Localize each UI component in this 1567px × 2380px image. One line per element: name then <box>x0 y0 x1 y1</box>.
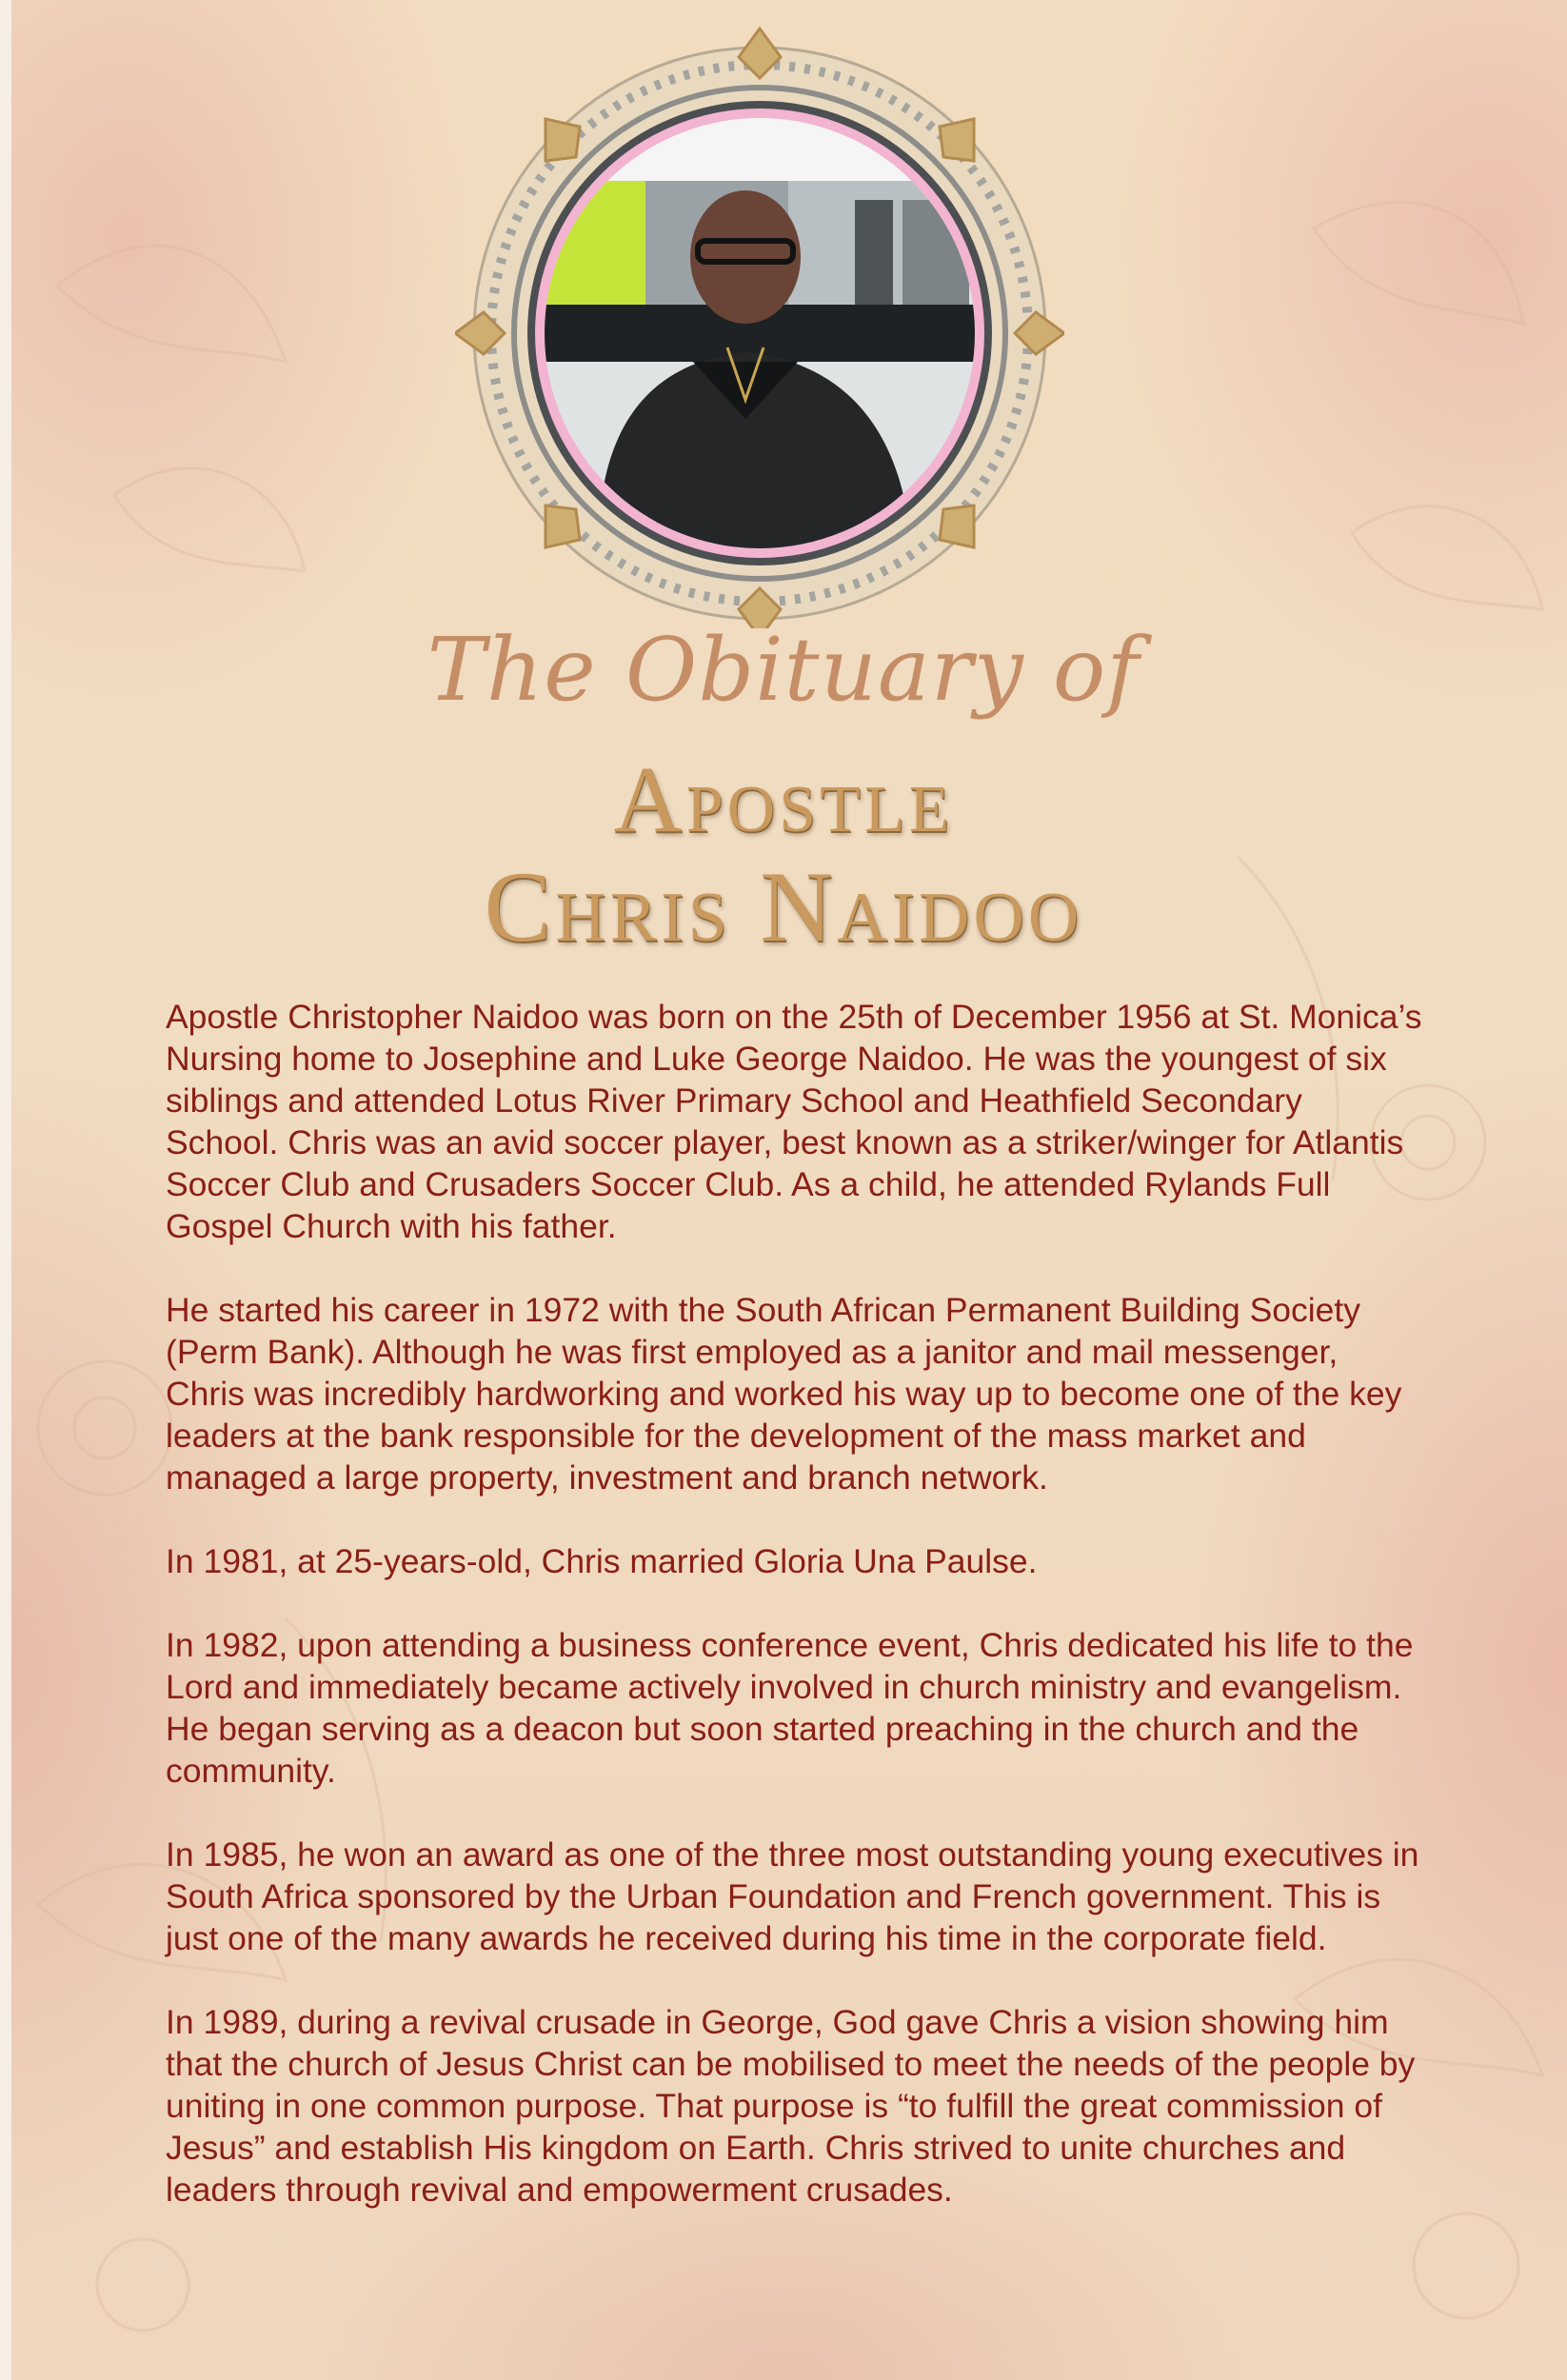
paragraph-ministry: In 1982, upon attending a business conference event, Chris dedicated his life to the Lord and immediately became actively involved in church ministry and evangelism. He began serving as a deacon but soon started preaching in the church and the community. <box>166 1626 1414 1790</box>
portrait-medallion <box>455 19 1064 628</box>
obituary-script-heading: The Obituary of <box>426 619 1141 721</box>
paragraph-award: In 1985, he won an award as one of the three most outstanding young executives in South Africa sponsored by the Urban Foundation and French government. This is just one of the many awards he received during his time in the corporate field. <box>166 1835 1419 1957</box>
paragraph-career: He started his career in 1972 with the South African Permanent Building Society (Perm Bank). Although he was first employed as a janitor and mail messenger, Chris was incredibly hardworking and worked his way up to become one of the key leaders at the bank responsible for the development of the mass market and managed a large property, investment and branch network. <box>166 1291 1402 1497</box>
title-line-apostle: Apostle <box>613 746 954 852</box>
paragraph-birth: Apostle Christopher Naidoo was born on the 25th of December 1956 at St. Monica’s Nursing home to Josephine and Luke George Naidoo. He was the youngest of six siblings and attended Lotus River Primary School and Heathfield Secondary School. Chris was an avid soccer player, best known as a striker/winger for Atlantis Soccer Club and Crusaders Soccer Club. As a child, he attended Rylands Full Gospel Church with his father. <box>166 998 1422 1245</box>
ornamental-frame-icon <box>455 19 1064 628</box>
paragraph-marriage: In 1981, at 25-years-old, Chris married Gloria Una Paulse. <box>166 1542 1038 1580</box>
paragraph-vision: In 1989, during a revival crusade in George, God gave Chris a vision showing him that the church of Jesus Christ can be mobilised to meet the needs of the people by uniting in one common purpose. That purpose is “to fulfill the great commission of Jesus” and establish His kingdom on Earth. Chris strived to unite churches and leaders through revival and empowerment crusades. <box>166 2003 1416 2209</box>
obituary-body <box>166 996 1422 2252</box>
title-line-name: Chris Naidoo <box>484 851 1083 962</box>
